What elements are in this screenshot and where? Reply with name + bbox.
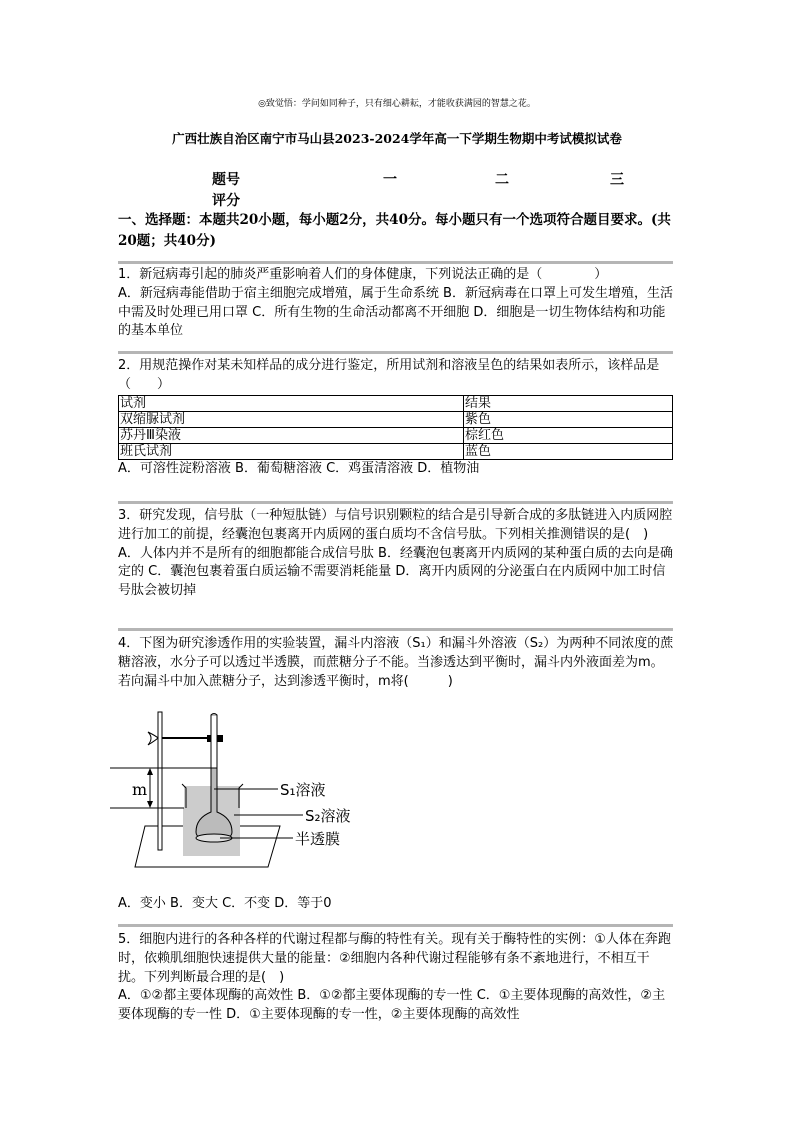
table-row bbox=[119, 443, 673, 459]
question-stem: 1．新冠病毒引起的肺炎严重影响着人们的身体健康，下列说法正确的是（ ） bbox=[118, 267, 608, 282]
score-col-1: 一 bbox=[383, 172, 397, 188]
question-options: A．人体内并不是所有的细胞都能合成信号肽 B．经囊泡包裹离开内质网的某种蛋白质的去向是确定的 C．囊泡包裹着蛋白质运输不需要消耗能量 D．离开内质网的分泌蛋白在内质网中加工时信号肽会被切掉 bbox=[118, 545, 673, 599]
table-cell: 蓝色 bbox=[464, 443, 673, 459]
tube-empty bbox=[211, 716, 217, 768]
stand-rod bbox=[158, 712, 162, 850]
score-col-3: 三 bbox=[610, 172, 624, 188]
label-s1: S₁溶液 bbox=[280, 781, 326, 799]
section-heading: 一、选择题：本题共20小题，每小题2分，共40分。每小题只有一个选项符合题目要求。(共20题；共40分) bbox=[118, 212, 671, 249]
divider bbox=[118, 501, 673, 504]
label-s2: S₂溶液 bbox=[305, 807, 351, 825]
clamp-screw bbox=[148, 732, 158, 745]
table-cell: 苏丹Ⅲ染液 bbox=[119, 427, 464, 443]
question-2 bbox=[118, 357, 674, 478]
table-header: 结果 bbox=[464, 395, 673, 411]
table-row bbox=[119, 427, 673, 443]
motto: ◎致觉悟：学问如同种子，只有细心耕耘，才能收获满园的智慧之花。 bbox=[258, 99, 536, 109]
score-row2-label: 评分 bbox=[212, 193, 240, 209]
exam-title: 广西壮族自治区南宁市马山县2023-2024学年高一下学期生物期中考试模拟试卷 bbox=[172, 131, 622, 146]
question-5 bbox=[118, 931, 674, 1025]
table-cell: 棕红色 bbox=[464, 427, 673, 443]
score-row-label: 题号 bbox=[212, 172, 240, 188]
divider bbox=[118, 628, 673, 631]
label-m: m bbox=[132, 780, 148, 799]
table-cell: 双缩脲试剂 bbox=[119, 411, 464, 427]
question-options: A．①②都主要体现酶的高效性 B．①②都主要体现酶的专一性 C．①主要体现酶的高效性，②主要体现酶的专一性 D．①主要体现酶的专一性，②主要体现酶的高效性 bbox=[118, 988, 666, 1023]
table-row bbox=[119, 411, 673, 427]
question-stem: 4．下图为研究渗透作用的实验装置，漏斗内溶液（S₁）和漏斗外溶液（S₂）为两种不同浓度的蔗糖溶液，水分子可以透过半透膜，而蔗糖分子不能。当渗透达到平衡时，漏斗内外液面差为m。若向漏斗中加入蔗糖分子，达到渗透平衡时，m将( ) bbox=[118, 636, 674, 689]
divider bbox=[118, 351, 673, 354]
table-header: 试剂 bbox=[119, 395, 464, 411]
table-header-row bbox=[119, 395, 673, 411]
question-4-options bbox=[118, 895, 674, 914]
question-options: A．变小 B．变大 C．不变 D．等于0 bbox=[118, 896, 332, 911]
question-options: A．可溶性淀粉溶液 B．葡萄糖溶液 C．鸡蛋清溶液 D．植物油 bbox=[118, 460, 480, 476]
question-4 bbox=[118, 635, 674, 691]
question-3 bbox=[118, 507, 674, 601]
divider bbox=[118, 261, 673, 264]
question-stem: 3．研究发现，信号肽（一种短肽链）与信号识别颗粒的结合是引导新合成的多肽链进入内质网腔进行加工的前提，经囊泡包裹离开内质网的蛋白质均不含信号肽。下列相关推测错误的是( ) bbox=[118, 508, 673, 542]
question-1 bbox=[118, 266, 674, 341]
question-stem: 5．细胞内进行的各种各样的代谢过程都与酶的特性有关。现有关于酶特性的实例：①人体在奔跑时，依赖肌细胞快速提供大量的能量：②细胞内各种代谢过程能够有条不紊地进行，不相互干扰。下列判断最合理的是( ) bbox=[118, 932, 671, 985]
osmosis-apparatus-figure bbox=[110, 700, 410, 880]
divider bbox=[118, 924, 673, 927]
table-cell: 紫色 bbox=[464, 411, 673, 427]
question-options: A．新冠病毒能借助于宿主细胞完成增殖，属于生命系统 B．新冠病毒在口罩上可发生增殖，生活中需及时处理已用口罩 C．所有生物的生命活动都离不开细胞 D．细胞是一切生物体结构和功能的基本单位 bbox=[118, 285, 673, 339]
label-membrane: 半透膜 bbox=[295, 830, 341, 848]
score-col-2: 二 bbox=[495, 172, 509, 188]
reagent-table bbox=[118, 395, 673, 460]
table-cell: 班氏试剂 bbox=[119, 443, 464, 459]
question-stem: 2．用规范操作对某未知样品的成分进行鉴定，所用试剂和溶液呈色的结果如表所示，该样品是（ ） bbox=[118, 358, 660, 392]
